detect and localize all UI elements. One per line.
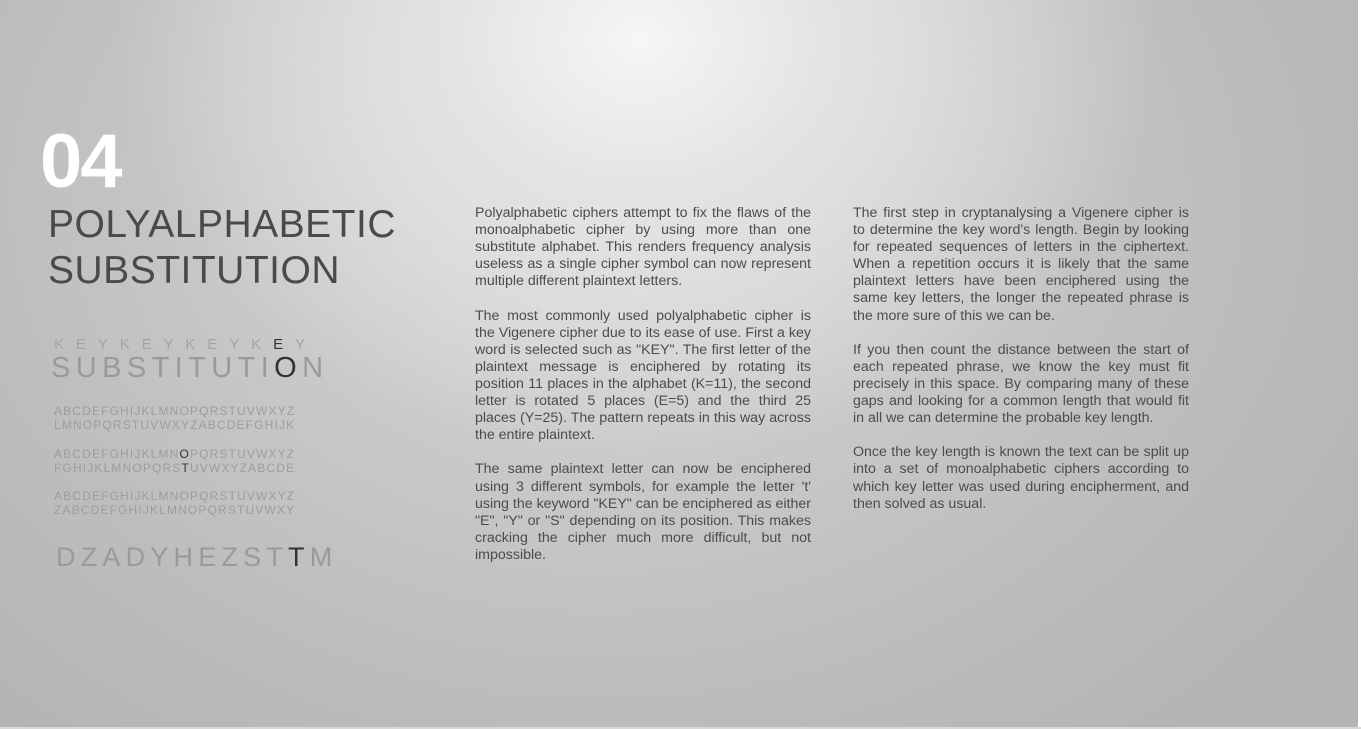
section-title-line-1: POLYALPHABETIC — [48, 203, 397, 246]
text-column-1 — [475, 205, 811, 581]
alphabet-pair-3 — [54, 489, 295, 517]
keyword-row — [54, 336, 317, 353]
keyword-letters: KEYKEYKEYK — [54, 336, 274, 353]
plaintext-letters: SUBSTITUTI — [51, 352, 275, 384]
alphabet-pair-1 — [54, 404, 295, 432]
ciphertext-letters-end: M — [309, 542, 338, 572]
paragraph: The same plaintext letter can now be enciphered using 3 different symbols, for example the letter 't' using the keyword "KEY" can be enciphered as either "E", "Y" or "S" depending on its position. This makes cracking the cipher much more difficult, but not impossible. — [475, 461, 811, 563]
alphabet-row: ABCDEFGHIJKLMNOPQRSTUVWXYZ — [54, 489, 296, 503]
ciphertext-letters: DZADYHEZST — [56, 542, 289, 572]
alphabet-highlight-letter: O — [179, 447, 190, 461]
ciphertext-row — [56, 542, 337, 573]
alphabet-pair-2 — [54, 447, 295, 475]
alphabet-segment: ABCDEFGHIJKLMN — [54, 447, 180, 461]
alphabet-segment: FGHIJKLMNOPQRS — [54, 461, 182, 475]
paragraph: The first step in cryptanalysing a Vigenere cipher is to determine the key word's length. Begin by looking for repeated sequences of letters in the ciphertext. When a repetition occurs it is likely that the same plaintext letters have been enciphered using the same key letters, the longer the repeated phrase is the more sure of this we can be. — [853, 205, 1189, 324]
alphabet-row: ABCDEFGHIJKLMNOPQRSTUVWXYZ — [54, 404, 296, 418]
text-column-2 — [853, 205, 1189, 530]
paragraph: The most commonly used polyalphabetic cipher is the Vigenere cipher due to its ease of use. First a key word is selected such as "KEY". The first letter of the plaintext message is enciphered by rotating its position 11 places in the alphabet (K=11), the second letter is rotated 5 places (E=5) and the third 25 places (Y=25). The pattern repeats in this way across the entire plaintext. — [475, 307, 811, 444]
paragraph: If you then count the distance between the start of each repeated phrase, we know the key must fit precisely in this space. By comparing many of these gaps and looking for a common length that would fit in all we can determine the probable key length. — [853, 341, 1189, 427]
section-title — [48, 202, 396, 294]
plaintext-row — [51, 352, 328, 385]
section-title-line-2: SUBSTITUTION — [48, 249, 341, 292]
plaintext-highlight-letter: O — [274, 352, 303, 384]
ciphertext-highlight-letter: T — [288, 542, 310, 572]
section-number: 04 — [40, 119, 121, 204]
shifted-alphabet-highlight-letter: T — [181, 461, 190, 475]
paragraph: Once the key length is known the text can be split up into a set of monoalphabetic ciphers according to which key letter was used during encipherment, and then solved as usual. — [853, 444, 1189, 512]
alphabet-row — [54, 447, 295, 461]
keyword-letters-end: Y — [294, 336, 317, 353]
paragraph: Polyalphabetic ciphers attempt to fix the flaws of the monoalphabetic cipher by using more than one substitute alphabet. This renders frequency analysis useless as a single cipher symbol can now represent multiple different plaintext letters. — [475, 205, 811, 290]
shifted-alphabet-row — [54, 461, 295, 475]
shifted-alphabet-row: LMNOPQRSTUVWXYZABCDEFGHIJK — [54, 418, 296, 432]
plaintext-letters-end: N — [302, 352, 329, 384]
alphabet-segment: UVWXYZABCDE — [189, 461, 296, 475]
alphabet-segment: PQRSTUVWXYZ — [189, 447, 296, 461]
keyword-highlight-letter: E — [273, 336, 295, 353]
shifted-alphabet-row: ZABCDEFGHIJKLMNOPQRSTUVWXY — [54, 503, 296, 517]
